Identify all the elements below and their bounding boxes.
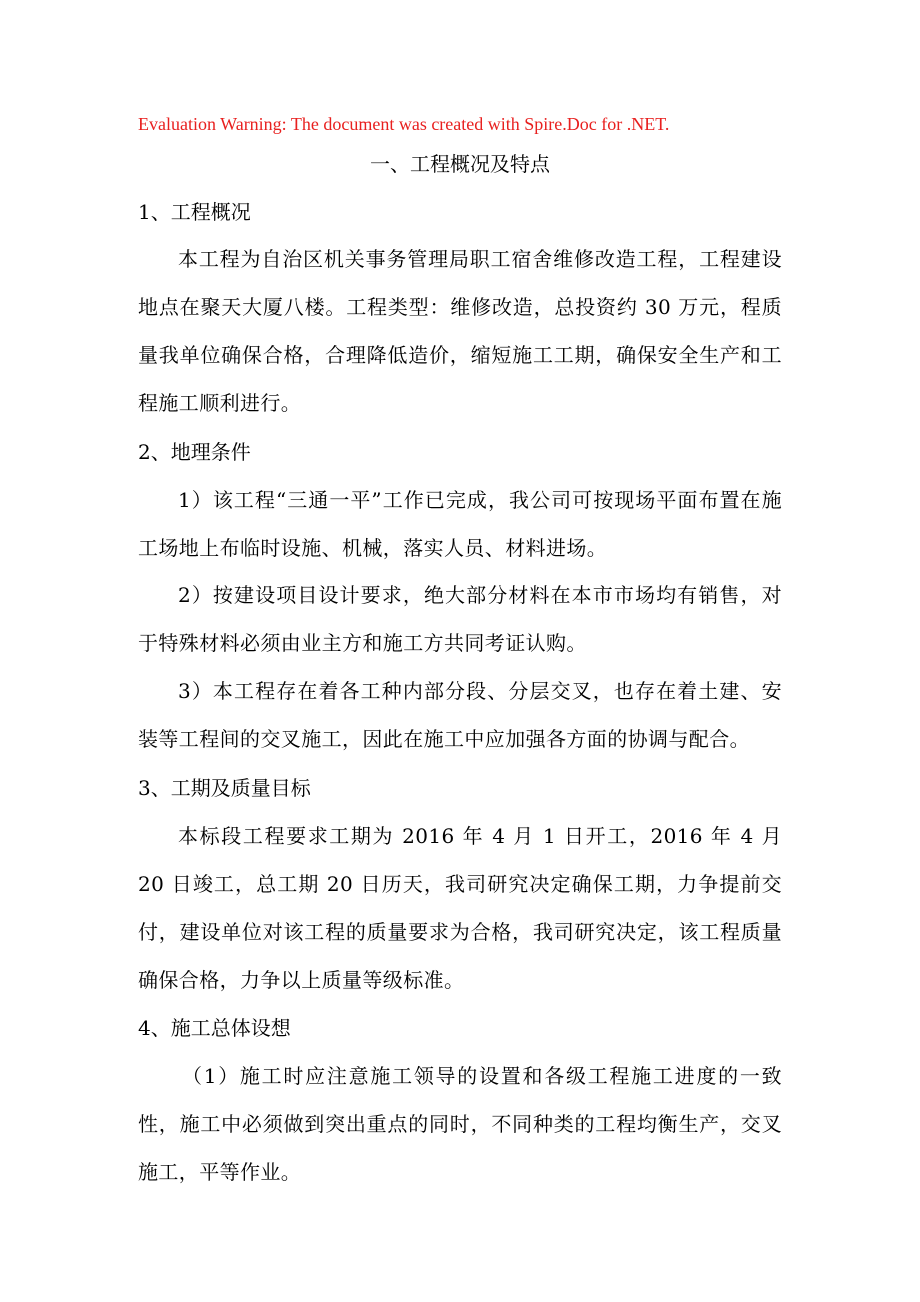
paragraph: 1）该工程“三通一平”工作已完成，我公司可按现场平面布置在施工场地上布临时设施、机械，落实人员、材料进场。 <box>138 488 782 560</box>
section-heading-2: 2、地理条件 <box>138 440 251 464</box>
paragraph: 本标段工程要求工期为 2016 年 4 月 1 日开工，2016 年 4 月 20 日竣工，总工期 20 日历天，我司研究决定确保工期，力争提前交付，建设单位对该工程的质量要求为合格，我司研究决定，该工程质量确保合格，力争以上质量等级标准。 <box>138 824 782 992</box>
section-heading-4: 4、施工总体设想 <box>138 1016 291 1040</box>
section-heading-3: 3、工期及质量目标 <box>138 776 311 800</box>
paragraph: （1）施工时应注意施工领导的设置和各级工程施工进度的一致性，施工中必须做到突出重点的同时，不同种类的工程均衡生产，交叉施工，平等作业。 <box>138 1064 782 1184</box>
paragraph: 本工程为自治区机关事务管理局职工宿舍维修改造工程，工程建设地点在聚天大厦八楼。工程类型：维修改造，总投资约 30 万元，程质量我单位确保合格，合理降低造价，缩短施工工期，确保安全生产和工程施工顺利进行。 <box>138 247 782 415</box>
paragraph: 2）按建设项目设计要求，绝大部分材料在本市市场均有销售，对于特殊材料必须由业主方和施工方共同考证认购。 <box>138 583 782 655</box>
document-title: 一、工程概况及特点 <box>370 152 550 176</box>
evaluation-warning: Evaluation Warning: The document was created with Spire.Doc for .NET. <box>138 114 670 134</box>
section-heading-1: 1、工程概况 <box>138 200 251 224</box>
paragraph: 3）本工程存在着各工种内部分段、分层交叉，也存在着土建、安装等工程间的交叉施工，因此在施工中应加强各方面的协调与配合。 <box>138 679 782 751</box>
